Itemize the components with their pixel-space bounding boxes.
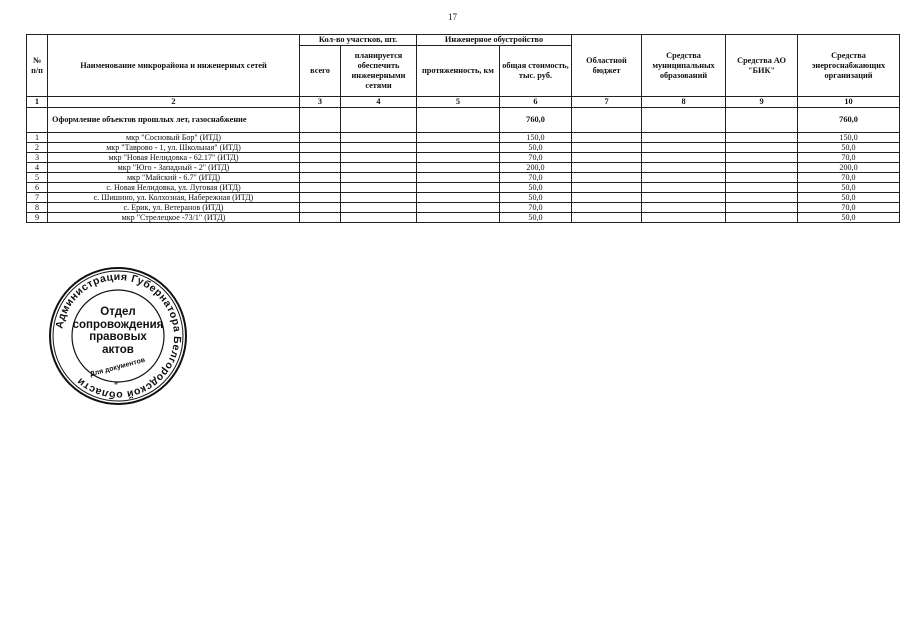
summary-municipal-funds: [642, 108, 726, 133]
header-engineering-group: Инженерное обустройство: [417, 35, 572, 46]
row-num: 3: [27, 153, 48, 163]
column-number: 10: [798, 97, 900, 108]
row-energy-funds: 70,0: [798, 203, 900, 213]
column-number: 5: [417, 97, 500, 108]
table-rows: [27, 133, 900, 223]
stamp-bottom-text: Для документов: [89, 356, 146, 379]
row-bik-funds: [726, 203, 798, 213]
summary-num: [27, 108, 48, 133]
header-plots-planned: планируется обеспечить инженерными сетями: [341, 46, 417, 97]
row-length: [417, 153, 500, 163]
header-length: протяженность, км: [417, 46, 500, 97]
row-plots-planned: [341, 183, 417, 193]
row-num: 8: [27, 203, 48, 213]
summary-row: [27, 108, 900, 133]
row-total-cost: 50,0: [500, 183, 572, 193]
column-numbers-row: [27, 97, 900, 108]
row-municipal-funds: [642, 183, 726, 193]
row-municipal-funds: [642, 163, 726, 173]
table-row: [27, 193, 900, 203]
stamp-star-icon: *: [113, 380, 119, 390]
row-regional-budget: [572, 213, 642, 223]
row-regional-budget: [572, 193, 642, 203]
row-num: 1: [27, 133, 48, 143]
row-num: 4: [27, 163, 48, 173]
stamp-line: актов: [102, 343, 134, 356]
row-plots-planned: [341, 173, 417, 183]
summary-plots-planned: [341, 108, 417, 133]
row-total-cost: 70,0: [500, 153, 572, 163]
row-length: [417, 193, 500, 203]
row-total-cost: 200,0: [500, 163, 572, 173]
table-row: [27, 173, 900, 183]
row-total-cost: 70,0: [500, 203, 572, 213]
header-regional-budget: Областной бюджет: [572, 35, 642, 97]
row-municipal-funds: [642, 193, 726, 203]
row-length: [417, 213, 500, 223]
summary-total-cost: 760,0: [500, 108, 572, 133]
row-energy-funds: 50,0: [798, 193, 900, 203]
row-plots-planned: [341, 193, 417, 203]
header-name: Наименование микрорайона и инженерных сетей: [48, 35, 300, 97]
stamp-line: правовых: [89, 331, 147, 343]
table-row: [27, 153, 900, 163]
summary-bik-funds: [726, 108, 798, 133]
column-number: 6: [500, 97, 572, 108]
engineering-networks-table: [26, 34, 900, 223]
row-total-cost: 150,0: [500, 133, 572, 143]
column-number: 7: [572, 97, 642, 108]
row-municipal-funds: [642, 153, 726, 163]
row-length: [417, 173, 500, 183]
row-bik-funds: [726, 163, 798, 173]
row-total-cost: 50,0: [500, 193, 572, 203]
column-number: 8: [642, 97, 726, 108]
row-municipal-funds: [642, 213, 726, 223]
table-row: [27, 213, 900, 223]
row-regional-budget: [572, 173, 642, 183]
stamp-line: Отдел: [100, 306, 136, 318]
row-name: мкр "Юго - Западный - 2" (ИТД): [48, 163, 300, 173]
row-plots-planned: [341, 143, 417, 153]
row-municipal-funds: [642, 173, 726, 183]
row-total-cost: 50,0: [500, 143, 572, 153]
row-energy-funds: 70,0: [798, 153, 900, 163]
row-regional-budget: [572, 203, 642, 213]
row-plots-total: [300, 143, 341, 153]
summary-name: Оформление объектов прошлых лет, газоснабжение: [48, 108, 300, 133]
row-plots-planned: [341, 213, 417, 223]
column-number: 2: [48, 97, 300, 108]
column-number: 3: [300, 97, 341, 108]
row-num: 2: [27, 143, 48, 153]
row-plots-total: [300, 183, 341, 193]
row-name: с. Новая Нелидовка, ул. Луговая (ИТД): [48, 183, 300, 193]
header-num: № п/п: [27, 35, 48, 97]
row-regional-budget: [572, 153, 642, 163]
row-total-cost: 70,0: [500, 173, 572, 183]
row-plots-total: [300, 203, 341, 213]
row-num: 9: [27, 213, 48, 223]
row-name: мкр "Майский - 6.7" (ИТД): [48, 173, 300, 183]
row-name: мкр "Сосновый Бор" (ИТД): [48, 133, 300, 143]
row-bik-funds: [726, 173, 798, 183]
header-energy-funds: Средства энергоснабжающих организаций: [798, 35, 900, 97]
table-row: [27, 183, 900, 193]
row-energy-funds: 70,0: [798, 173, 900, 183]
row-num: 7: [27, 193, 48, 203]
table-row: [27, 133, 900, 143]
row-name: мкр "Новая Нелидовка - 62.17" (ИТД): [48, 153, 300, 163]
row-name: с. Ерик, ул. Ветеранов (ИТД): [48, 203, 300, 213]
row-bik-funds: [726, 193, 798, 203]
row-plots-total: [300, 213, 341, 223]
row-municipal-funds: [642, 203, 726, 213]
row-energy-funds: 50,0: [798, 213, 900, 223]
row-regional-budget: [572, 133, 642, 143]
row-num: 6: [27, 183, 48, 193]
header-total-cost: общая стоимость, тыс. руб.: [500, 46, 572, 97]
row-energy-funds: 150,0: [798, 133, 900, 143]
column-number: 1: [27, 97, 48, 108]
row-bik-funds: [726, 183, 798, 193]
header-bik-funds: Средства АО "БИК": [726, 35, 798, 97]
summary-regional-budget: [572, 108, 642, 133]
row-length: [417, 163, 500, 173]
row-municipal-funds: [642, 143, 726, 153]
row-bik-funds: [726, 133, 798, 143]
row-num: 5: [27, 173, 48, 183]
row-name: с. Шишино, ул. Колхозная, Набережная (ИТД): [48, 193, 300, 203]
row-plots-planned: [341, 133, 417, 143]
row-plots-total: [300, 153, 341, 163]
row-bik-funds: [726, 213, 798, 223]
row-length: [417, 143, 500, 153]
row-regional-budget: [572, 183, 642, 193]
row-energy-funds: 50,0: [798, 143, 900, 153]
row-length: [417, 203, 500, 213]
row-plots-planned: [341, 203, 417, 213]
stamp-line: сопровождения: [72, 318, 164, 331]
official-stamp: [48, 266, 188, 406]
row-municipal-funds: [642, 133, 726, 143]
header-plots-total: всего: [300, 46, 341, 97]
row-total-cost: 50,0: [500, 213, 572, 223]
table-row: [27, 163, 900, 173]
column-number: 9: [726, 97, 798, 108]
row-plots-total: [300, 173, 341, 183]
row-name: мкр "Стрелецкое -73/1" (ИТД): [48, 213, 300, 223]
row-bik-funds: [726, 153, 798, 163]
summary-plots-total: [300, 108, 341, 133]
row-plots-planned: [341, 153, 417, 163]
header-municipal-funds: Средства муниципальных образований: [642, 35, 726, 97]
row-plots-planned: [341, 163, 417, 173]
table-row: [27, 143, 900, 153]
row-name: мкр "Таврово - 1, ул. Школьная" (ИТД): [48, 143, 300, 153]
row-bik-funds: [726, 143, 798, 153]
column-number: 4: [341, 97, 417, 108]
summary-length: [417, 108, 500, 133]
row-plots-total: [300, 193, 341, 203]
page-number: 17: [448, 12, 457, 22]
row-regional-budget: [572, 163, 642, 173]
header-plots-group: Кол-во участков, шт.: [300, 35, 417, 46]
stamp-outer-text: Администрация Губернатора Белгородской области: [53, 270, 184, 402]
row-energy-funds: 200,0: [798, 163, 900, 173]
row-length: [417, 183, 500, 193]
summary-energy-funds: 760,0: [798, 108, 900, 133]
row-length: [417, 133, 500, 143]
row-energy-funds: 50,0: [798, 183, 900, 193]
table-row: [27, 203, 900, 213]
row-plots-total: [300, 163, 341, 173]
row-plots-total: [300, 133, 341, 143]
row-regional-budget: [572, 143, 642, 153]
stamp-center-text: [48, 306, 188, 356]
